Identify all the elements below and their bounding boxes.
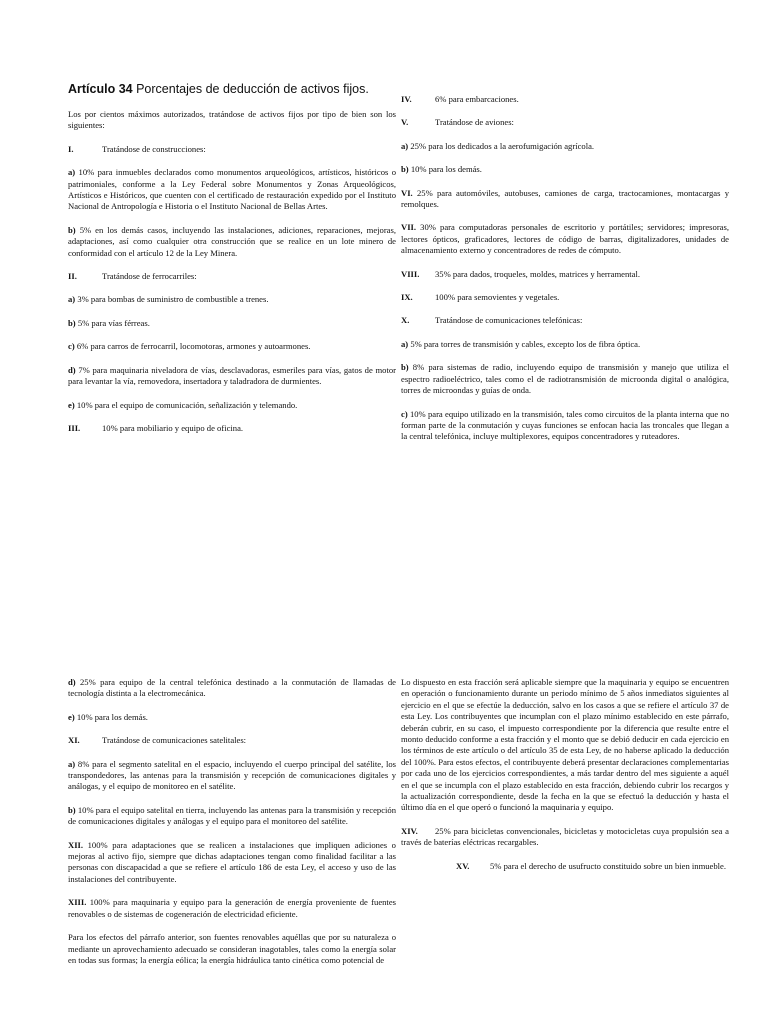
item-text: 6% para embarcaciones. [435,94,519,104]
item-text: 5% para vías férreas. [77,317,150,328]
item-text: Tratándose de ferrocarriles: [102,271,197,282]
item-label: a) [68,167,76,178]
item-label: I. [68,143,74,154]
list-item [401,222,729,256]
item-label: d) [68,677,76,687]
page1-left-column [68,82,396,446]
item-label: V. [401,117,409,128]
item-text: 100% para adaptaciones que se realicen a instalaciones que impliquen adiciones o mejoras al activo fijo, siempre que dichas adaptaciones tengan como finalidad facilitar a las personas con discapacidad a que se refiere el artículo 186 de esta Ley, el acceso y uso de las instalaciones del contribuyente. [68,839,396,884]
page1-right-column [401,94,729,455]
list-item [401,861,729,872]
item-label: IX. [401,292,413,303]
list-item [401,826,729,849]
item-text: 10% para inmuebles declarados como monumentos arqueológicos, artísticos, históricos o patrimoniales, conforme a la Ley Federal sobre Monumentos y Zonas Arqueológicos, Artísticos e Históricos, que cuenten con el certificado de restauración expedido por el Instituto Nacional de Antropología e Historia o el Instituto Nacional de Bellas Artes. [68,167,396,212]
list-item [401,677,729,814]
item-label: XV. [456,860,470,871]
list-item [68,840,396,886]
article-number: Artículo 34 [68,82,133,96]
item-text: 25% para bicicletas convencionales, bicicletas y motocicletas cuya propulsión sea a través de baterías eléctricas recargables. [401,825,729,848]
item-label: II. [68,271,77,282]
item-label: c) [401,408,408,419]
list-item [68,318,396,329]
item-text: 8% para sistemas de radio, incluyendo equipo de transmisión y manejo que utiliza el espectro radioeléctrico, tales como el de radiotransmisión de microonda digital o analógica, torres de microondas y guías de onda. [401,362,729,396]
item-label: a) [68,294,76,305]
list-item [68,735,396,746]
item-text: 6% para carros de ferrocarril, locomotoras, armones y autoarmones. [76,341,311,352]
list-item [68,400,396,411]
item-text: 100% para semovientes y vegetales. [435,292,560,303]
item-label: b) [68,224,76,235]
item-text: Tratándose de comunicaciones satelitales: [102,735,247,746]
item-text: Tratándose de construcciones: [102,143,206,154]
item-text: 7% para maquinaria niveladora de vías, desclavadoras, esmeriles para vías, gatos de motor para levantar la vía, removedora, insertadora y taladradora de durmientes. [68,364,396,387]
list-item [401,117,729,128]
item-label: IV. [401,94,412,104]
item-label: d) [68,364,76,375]
list-item [68,167,396,213]
item-label: a) [68,758,76,769]
list-item [68,225,396,259]
item-text: 3% para bombas de suministro de combustible a trenes. [77,294,269,305]
list-item [68,805,396,828]
page2-right-column [401,677,729,884]
list-item [68,294,396,305]
article-title [68,82,396,97]
item-label: a) [401,338,409,349]
item-label: X. [401,315,410,326]
page2-left-column [68,677,396,978]
item-text: 35% para dados, troqueles, moldes, matrices y herramental. [435,268,640,279]
list-item [401,188,729,211]
page1-right-list [401,94,729,443]
list-item [68,759,396,793]
list-item [68,423,396,434]
article-heading: Porcentajes de deducción de activos fijos. [132,82,369,96]
intro-paragraph: Los por cientos máximos autorizados, tratándose de activos fijos por tipo de bien son los siguientes: [68,109,396,131]
list-item [68,365,396,388]
item-label: b) [401,164,409,175]
list-item [68,712,396,723]
list-item [68,144,396,155]
item-text: 25% para automóviles, autobuses, camiones de carga, tractocamiones, montacargas y remolques. [401,187,729,210]
item-text: 25% para los dedicados a la aerofumigación agrícola. [410,140,595,151]
item-label: c) [68,341,75,352]
item-text: 10% para el equipo satelital en tierra, incluyendo las antenas para la transmisión y recepción de comunicaciones digitales y análogas y el equipo para el monitoreo del satélite. [68,804,396,827]
item-text: 10% para los demás. [76,711,148,722]
item-label: e) [68,711,75,722]
item-label: XI. [68,735,80,746]
item-label: a) [401,140,409,151]
item-label: b) [68,804,76,815]
page2-right-list [401,677,729,872]
item-label: III. [68,422,81,433]
item-text: Para los efectos del párrafo anterior, son fuentes renovables aquéllas que por su naturaleza o mediante un aprovechamiento adecuado se consideran inagotables, tales como la energía solar en todas sus formas; la energía eólica; la energía hidráulica tanto cinética como potencial de [68,932,396,965]
item-text: 8% para el segmento satelital en el espacio, incluyendo el cuerpo principal del satélite, los transpondedores, las antenas para la transmisión y recepción de comunicaciones digitales y análogas, y el equipo de monitoreo en el satélite. [68,758,396,792]
list-item [401,94,729,105]
list-item [68,677,396,700]
item-text: 10% para mobiliario y equipo de oficina. [102,422,244,433]
list-item [68,341,396,352]
item-label: XIV. [401,825,418,836]
list-item [68,897,396,920]
item-text: 5% para torres de transmisión y cables, excepto los de fibra óptica. [410,338,641,349]
list-item [401,292,729,303]
list-item [68,932,396,966]
list-item [401,409,729,443]
item-text: Lo dispuesto en esta fracción será aplicable siempre que la maquinaria y equipo se encuentren en operación o funcionamiento durante un periodo mínimo de 5 años inmediatos siguientes al ejercicio en el que se efectúe la deducción, salvo en los casos a que se refiere el artículo 37 de esta Ley. Los contribuyentes que incumplan con el plazo mínimo establecido en este párrafo, deberán cubrir, en su caso, el impuesto correspondiente por la diferencia que resulte entre el monto deducido conforme a esta fracción y el monto que se debió deducir en cada ejercicio en los términos de este artículo o del artículo 35 de esta Ley, de no haberse aplicado la deducción del 100%. Para estos efectos, el contribuyente deberá presentar declaraciones complementarias por cada uno de los ejercicios correspondientes, a más tardar dentro del mes siguiente a aquél en el que se incumpla con el plazo establecido en esta fracción, debiendo cubrir los recargos y la actualización correspondiente, desde la fecha en la que se efectuó la deducción y hasta el último día en el que operó o funcionó la maquinaria y equipo. [401,677,729,813]
item-text: 10% para equipo utilizado en la transmisión, tales como circuitos de la planta interna que no forman parte de la conmutación y cuyas funciones se enfocan hacia las troncales que llegan a la central telefónica, incluye multiplexores, equipos concentradores y ruteadores. [401,408,729,442]
item-text: 5% para el derecho de usufructo constituido sobre un bien inmueble. [490,860,727,871]
list-item [401,141,729,152]
item-text: 30% para computadoras personales de escritorio y portátiles; servidores; impresoras, lectores ópticos, graficadores, lectores de código de barras, digitalizadores, unidades de almacenamiento externo y concentradores de redes de cómputo. [401,222,729,256]
item-label: XII. [68,839,84,850]
item-text: 100% para maquinaria y equipo para la generación de energía proveniente de fuentes renovables o de sistemas de cogeneración de electricidad eficiente. [68,897,396,919]
item-text: 10% para el equipo de comunicación, señalización y telemando. [76,399,298,410]
item-text: 10% para los demás. [410,164,482,175]
list-item [401,339,729,350]
item-label: VI. [401,187,413,198]
page2-left-list [68,677,396,966]
list-item [401,362,729,396]
item-label: e) [68,399,75,410]
list-item [401,269,729,280]
item-text: Tratándose de comunicaciones telefónicas: [435,315,583,326]
item-label: VII. [401,222,417,233]
page1-left-list [68,144,396,435]
item-label: XIII. [68,897,87,908]
item-text: Tratándose de aviones: [435,117,514,128]
list-item [401,315,729,326]
item-label: b) [401,362,409,373]
list-item [68,271,396,282]
list-item [401,164,729,175]
item-text: 25% para equipo de la central telefónica destinado a la conmutación de llamadas de tecnología distinta a la electromecánica. [68,677,396,699]
item-label: b) [68,317,76,328]
item-text: 5% en los demás casos, incluyendo las instalaciones, adiciones, reparaciones, mejoras, adaptaciones, así como cualquier otra construcción que se realice en un lote minero de conformidad con el artículo 12 de la Ley Minera. [68,224,396,258]
item-label: VIII. [401,268,420,279]
